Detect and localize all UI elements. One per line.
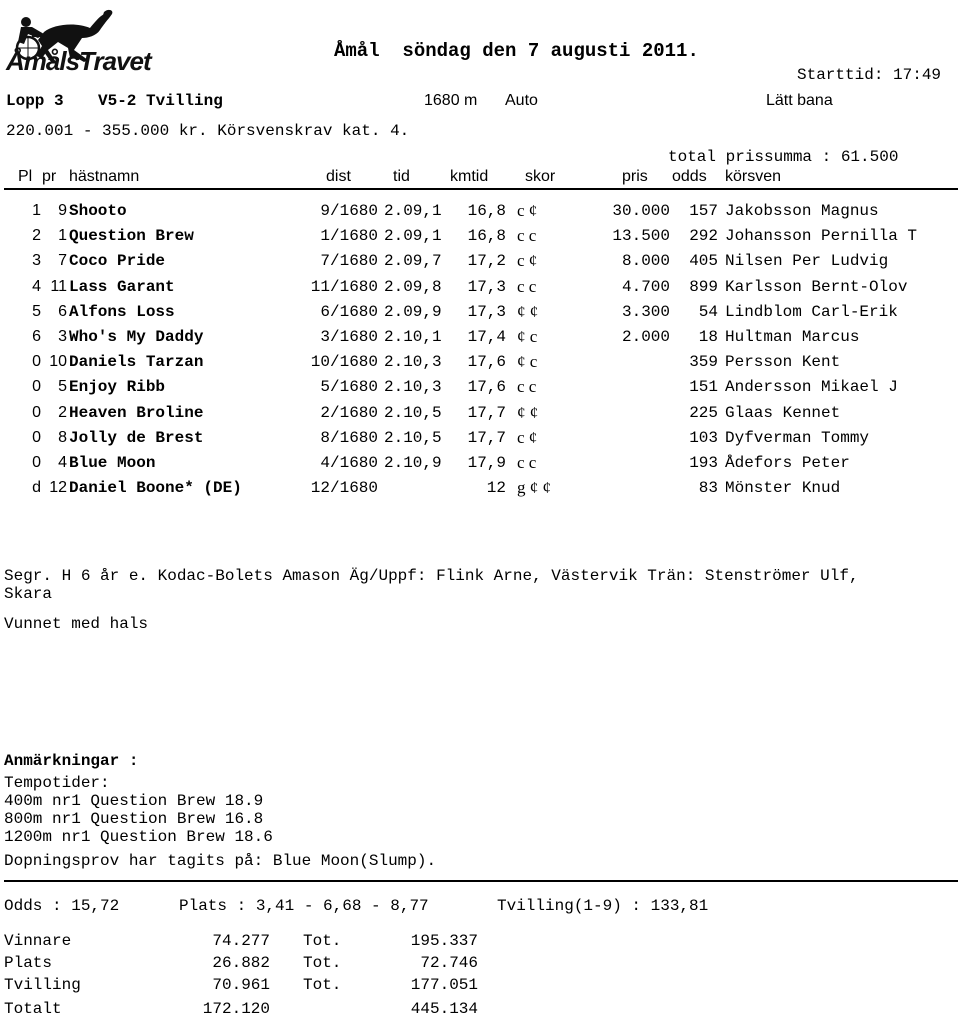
placing: 0	[32, 378, 41, 395]
odds: 405	[689, 252, 718, 270]
winning-margin: Vunnet med hals	[4, 615, 149, 633]
km-time: 17,9	[467, 454, 506, 472]
start-distance: 4/1680	[320, 454, 378, 472]
start-distance: 10/1680	[310, 353, 378, 371]
table-row	[0, 452, 960, 476]
start-method: Auto	[505, 92, 538, 109]
race-time: 2.10,3	[384, 353, 442, 371]
start-distance: 5/1680	[320, 378, 378, 396]
horse-name: Heaven Broline	[69, 404, 204, 422]
driver: Lindblom Carl-Erik	[725, 303, 898, 321]
horse-name: Blue Moon	[69, 454, 156, 472]
start-distance: 1/1680	[320, 227, 378, 245]
amalstravet-logo	[4, 2, 158, 78]
col-header-pris: pris	[622, 168, 648, 185]
shoe-status: ¢ c	[517, 352, 538, 371]
odds: 54	[698, 303, 718, 321]
race-distance: 1680 m	[424, 92, 478, 109]
post-position: 8	[58, 429, 67, 446]
prize: 3.300	[621, 303, 670, 321]
post-position: 5	[58, 378, 67, 395]
start-distance: 6/1680	[320, 303, 378, 321]
total-prize: total prissumma : 61.500	[668, 148, 899, 166]
header-divider	[4, 188, 958, 190]
col-header-tid: tid	[393, 168, 410, 185]
driver: Nilsen Per Ludvig	[725, 252, 889, 270]
table-row	[0, 477, 960, 501]
start-distance: 8/1680	[320, 429, 378, 447]
start-distance: 11/1680	[310, 278, 378, 296]
table-row	[0, 326, 960, 350]
placing: 4	[32, 278, 41, 295]
km-time: 16,8	[467, 202, 506, 220]
odds: 83	[698, 479, 718, 497]
turnover-tot-value: 177.051	[410, 976, 478, 994]
race-time: 2.10,5	[384, 429, 442, 447]
table-row	[0, 225, 960, 249]
post-position: 6	[58, 303, 67, 320]
logo-text: ÅmålsTravet	[6, 46, 151, 76]
odds: 157	[689, 202, 718, 220]
km-time: 17,4	[467, 328, 506, 346]
horse-name: Who's My Daddy	[69, 328, 204, 346]
driver: Andersson Mikael J	[725, 378, 898, 396]
turnover-tot-value: 195.337	[410, 932, 478, 950]
race-name: V5-2 Tvilling	[98, 92, 223, 110]
turnover-grand-total: 445.134	[410, 1000, 478, 1018]
odds: 151	[689, 378, 718, 396]
prize: 4.700	[621, 278, 670, 296]
horse-name: Coco Pride	[69, 252, 166, 270]
shoe-status: c c	[517, 277, 537, 296]
placing: 0	[32, 404, 41, 421]
odds: 18	[698, 328, 718, 346]
shoe-status: c c	[517, 377, 537, 396]
remarks-line: Dopningsprov har tagits på: Blue Moon(Slump).	[4, 852, 437, 870]
shoe-status: c ¢	[517, 428, 538, 447]
shoe-status: g ¢ ¢	[517, 478, 551, 497]
track-condition: Lätt bana	[766, 92, 833, 109]
race-time: 2.09,1	[384, 202, 442, 220]
prize: 13.500	[612, 227, 670, 245]
remarks-line: 1200m nr1 Question Brew 18.6	[4, 828, 273, 846]
shoe-status: c ¢	[517, 201, 538, 220]
start-distance: 2/1680	[320, 404, 378, 422]
turnover-value: 74.277	[212, 932, 270, 950]
post-position: 11	[50, 278, 67, 295]
shoe-status: ¢ c	[517, 327, 538, 346]
start-distance: 3/1680	[320, 328, 378, 346]
table-row	[0, 200, 960, 224]
km-time: 12	[486, 479, 506, 497]
turnover-value: 70.961	[212, 976, 270, 994]
post-position: 3	[58, 328, 67, 345]
placing: 1	[32, 202, 41, 219]
race-number: Lopp 3	[6, 92, 64, 110]
turnover-value: 26.882	[212, 954, 270, 972]
odds-winner: Odds : 15,72	[4, 897, 120, 915]
race-time: 2.09,1	[384, 227, 442, 245]
driver: Ådefors Peter	[725, 454, 850, 472]
footer-divider	[4, 880, 958, 882]
post-position: 12	[49, 479, 67, 496]
remarks-line: 400m nr1 Question Brew 18.9	[4, 792, 264, 810]
prize: 8.000	[621, 252, 670, 270]
col-header-odds: odds	[672, 168, 707, 185]
col-header-pr: pr	[42, 168, 57, 185]
km-time: 17,6	[467, 353, 506, 371]
prize: 30.000	[612, 202, 670, 220]
col-header-skor: skor	[525, 168, 556, 185]
placing: 6	[32, 328, 41, 345]
col-header-name: hästnamn	[69, 168, 140, 185]
post-position: 4	[58, 454, 67, 471]
horse-name: Daniel Boone* (DE)	[69, 479, 242, 497]
placing: 0	[32, 353, 41, 370]
horse-name: Question Brew	[69, 227, 194, 245]
col-header-kmtid: kmtid	[450, 168, 489, 185]
table-row	[0, 402, 960, 426]
table-row	[0, 351, 960, 375]
table-row	[0, 427, 960, 451]
horse-name: Enjoy Ribb	[69, 378, 166, 396]
turnover-tot-value: 72.746	[420, 954, 478, 972]
turnover-total-value: 172.120	[202, 1000, 270, 1018]
odds-plats: Plats : 3,41 - 6,68 - 8,77	[179, 897, 429, 915]
driver: Glaas Kennet	[725, 404, 841, 422]
turnover-label: Plats	[4, 954, 53, 972]
turnover-tot-label: Tot.	[303, 932, 342, 950]
turnover-tot-label: Tot.	[303, 976, 342, 994]
km-time: 16,8	[467, 227, 506, 245]
horse-name: Daniels Tarzan	[69, 353, 204, 371]
driver: Karlsson Bernt-Olov	[725, 278, 908, 296]
shoe-status: ¢ ¢	[517, 403, 539, 422]
odds-tvilling: Tvilling(1-9) : 133,81	[497, 897, 709, 915]
winner-pedigree-cont: Skara	[4, 585, 53, 603]
turnover-tot-label: Tot.	[303, 954, 342, 972]
col-header-pl: Pl	[18, 168, 33, 185]
prize: 2.000	[621, 328, 670, 346]
turnover-label: Vinnare	[4, 932, 72, 950]
remarks-line: 800m nr1 Question Brew 16.8	[4, 810, 264, 828]
start-distance: 7/1680	[320, 252, 378, 270]
race-time: 2.09,7	[384, 252, 442, 270]
odds: 899	[689, 278, 718, 296]
post-position: 2	[58, 404, 67, 421]
table-row	[0, 376, 960, 400]
odds: 225	[689, 404, 718, 422]
km-time: 17,6	[467, 378, 506, 396]
km-time: 17,7	[467, 404, 506, 422]
km-time: 17,2	[467, 252, 506, 270]
km-time: 17,3	[467, 303, 506, 321]
odds: 292	[689, 227, 718, 245]
driver: Jakobsson Magnus	[725, 202, 879, 220]
odds: 193	[689, 454, 718, 472]
race-time: 2.10,5	[384, 404, 442, 422]
start-distance: 9/1680	[320, 202, 378, 220]
turnover-total-label: Totalt	[4, 1000, 62, 1018]
driver: Johansson Pernilla T	[725, 227, 918, 245]
driver: Mönster Knud	[725, 479, 841, 497]
race-time: 2.10,9	[384, 454, 442, 472]
km-time: 17,7	[467, 429, 506, 447]
post-position: 9	[58, 202, 67, 219]
post-position: 1	[58, 227, 67, 244]
prize-line: 220.001 - 355.000 kr. Körsvenskrav kat. 4.	[6, 122, 410, 140]
horse-name: Jolly de Brest	[69, 429, 204, 447]
race-time: 2.09,8	[384, 278, 442, 296]
shoe-status: c ¢	[517, 251, 538, 270]
driver: Persson Kent	[725, 353, 841, 371]
horse-name: Lass Garant	[69, 278, 175, 296]
page-title: Åmål söndag den 7 augusti 2011.	[334, 40, 699, 62]
post-position: 7	[58, 252, 67, 269]
horse-name: Shooto	[69, 202, 127, 220]
race-time: 2.10,1	[384, 328, 442, 346]
driver: Dyfverman Tommy	[725, 429, 870, 447]
placing: 5	[32, 303, 41, 320]
placing: 2	[32, 227, 41, 244]
remarks-line: Tempotider:	[4, 774, 110, 792]
post-position: 10	[49, 353, 67, 370]
col-header-dist: dist	[326, 168, 351, 185]
shoe-status: c c	[517, 453, 537, 472]
shoe-status: ¢ ¢	[517, 302, 539, 321]
start-time: Starttid: 17:49	[797, 66, 942, 84]
start-distance: 12/1680	[310, 479, 378, 497]
winner-pedigree: Segr. H 6 år e. Kodac-Bolets Amason Äg/Uppf: Flink Arne, Västervik Trän: Stenströmer Ulf,	[4, 567, 859, 585]
placing: 0	[32, 429, 41, 446]
horse-name: Alfons Loss	[69, 303, 175, 321]
km-time: 17,3	[467, 278, 506, 296]
shoe-status: c c	[517, 226, 537, 245]
table-row	[0, 250, 960, 274]
table-row	[0, 301, 960, 325]
table-row	[0, 276, 960, 300]
turnover-label: Tvilling	[4, 976, 81, 994]
placing: 0	[32, 454, 41, 471]
placing: d	[32, 479, 41, 496]
driver: Hultman Marcus	[725, 328, 860, 346]
race-time: 2.10,3	[384, 378, 442, 396]
placing: 3	[32, 252, 41, 269]
race-time: 2.09,9	[384, 303, 442, 321]
odds: 103	[689, 429, 718, 447]
odds: 359	[689, 353, 718, 371]
col-header-korsven: körsven	[725, 168, 782, 185]
remarks-heading: Anmärkningar :	[4, 752, 139, 770]
